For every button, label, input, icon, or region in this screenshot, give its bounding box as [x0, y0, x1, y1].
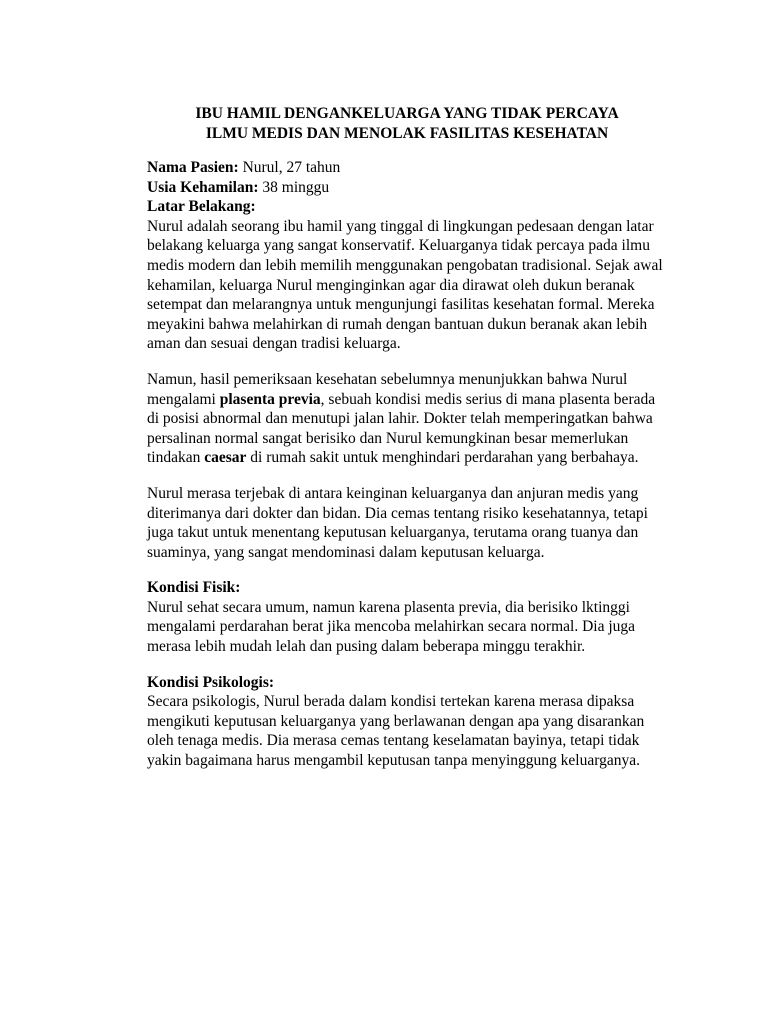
background-paragraph-2 — [147, 370, 667, 468]
background-heading: Latar Belakang: — [147, 198, 256, 216]
pregnancy-age-value: 38 minggu — [258, 178, 330, 196]
patient-name-value: Nurul, 27 tahun — [238, 159, 341, 176]
background-paragraph-3: Nurul merasa terjebak di antara keinginan keluarganya dan anjuran medis yang diterimanya dari dokter dan bidan. Dia cemas tentang risiko kesehatannya, tetapi juga takut untuk menentang keputusan keluarganya, terutama orang tuanya dan suaminya, yang sangat mendominasi dalam keputusan keluarga. — [147, 484, 648, 561]
physical-condition-heading: Kondisi Fisik: — [147, 579, 241, 597]
physical-condition-text: Nurul sehat secara umum, namun karena plasenta previa, dia berisiko lktinggi mengalami perdarahan berat jika mencoba melahirkan secara normal. Dia juga merasa lebih mudah lelah dan pusing dalam beberapa minggu terakhir. — [147, 598, 636, 656]
psychological-condition-text: Secara psikologis, Nurul berada dalam kondisi tertekan karena merasa dipaksa mengikuti keputusan keluarganya yang berlawanan dengan apa yang disarankan oleh tenaga medis. Dia merasa cemas tentang keselamatan bayinya, tetapi tidak yakin bagaimana harus mengambil keputusan tanpa menyinggung keluarganya. — [147, 693, 645, 770]
bg-p2-part3: di rumah sakit untuk menghindari perdarahan yang berbahaya. — [246, 449, 639, 467]
background-paragraph-1: Nurul adalah seorang ibu hamil yang tinggal di lingkungan pedesaan dengan latar belakang keluarga yang sangat konservatif. Keluarganya tidak percaya pada ilmu medis modern dan lebih memilih menggunakan pengobatan tradisional. Sejak awal kehamilan, keluarga Nurul menginginkan agar dia dirawat oleh dukun beranak setempat dan melarangnya untuk mengunjungi fasilitas kesehatan formal. Mereka meyakini bahwa melahirkan di rumah dengan bantuan dukun beranak akan lebih aman dan sesuai dengan tradisi keluarga. — [147, 217, 663, 353]
bg-p2-part1: Namun, hasil pemeriksaan kesehatan sebelumnya menunjukkan bahwa Nurul mengalami — [147, 370, 628, 408]
title-line-2: ILMU MEDIS DAN MENOLAK FASILITAS KESEHATAN — [205, 125, 609, 142]
document-title — [147, 104, 667, 144]
patient-name-label: Nama Pasien: — [147, 159, 239, 176]
bg-p2-bold-plasenta: plasenta previa — [219, 390, 321, 408]
bg-p2-part2: , sebuah kondisi medis serius di mana plasenta berada di posisi abnormal dan menutupi jalan lahir. Dokter telah memperingatkan bahwa persalinan normal sangat berisiko dan Nurul kemungkinan besar memerlukan tindakan — [147, 390, 656, 467]
bg-p2-bold-caesar: caesar — [204, 449, 247, 467]
document-content — [147, 104, 667, 787]
psychological-condition-heading: Kondisi Psikologis: — [147, 673, 275, 691]
pregnancy-age-label: Usia Kehamilan: — [147, 178, 259, 196]
title-line-1: IBU HAMIL DENGANKELUARGA YANG TIDAK PERCAYA — [195, 105, 619, 122]
pregnancy-age-line — [147, 178, 667, 198]
patient-name-line — [147, 158, 667, 178]
